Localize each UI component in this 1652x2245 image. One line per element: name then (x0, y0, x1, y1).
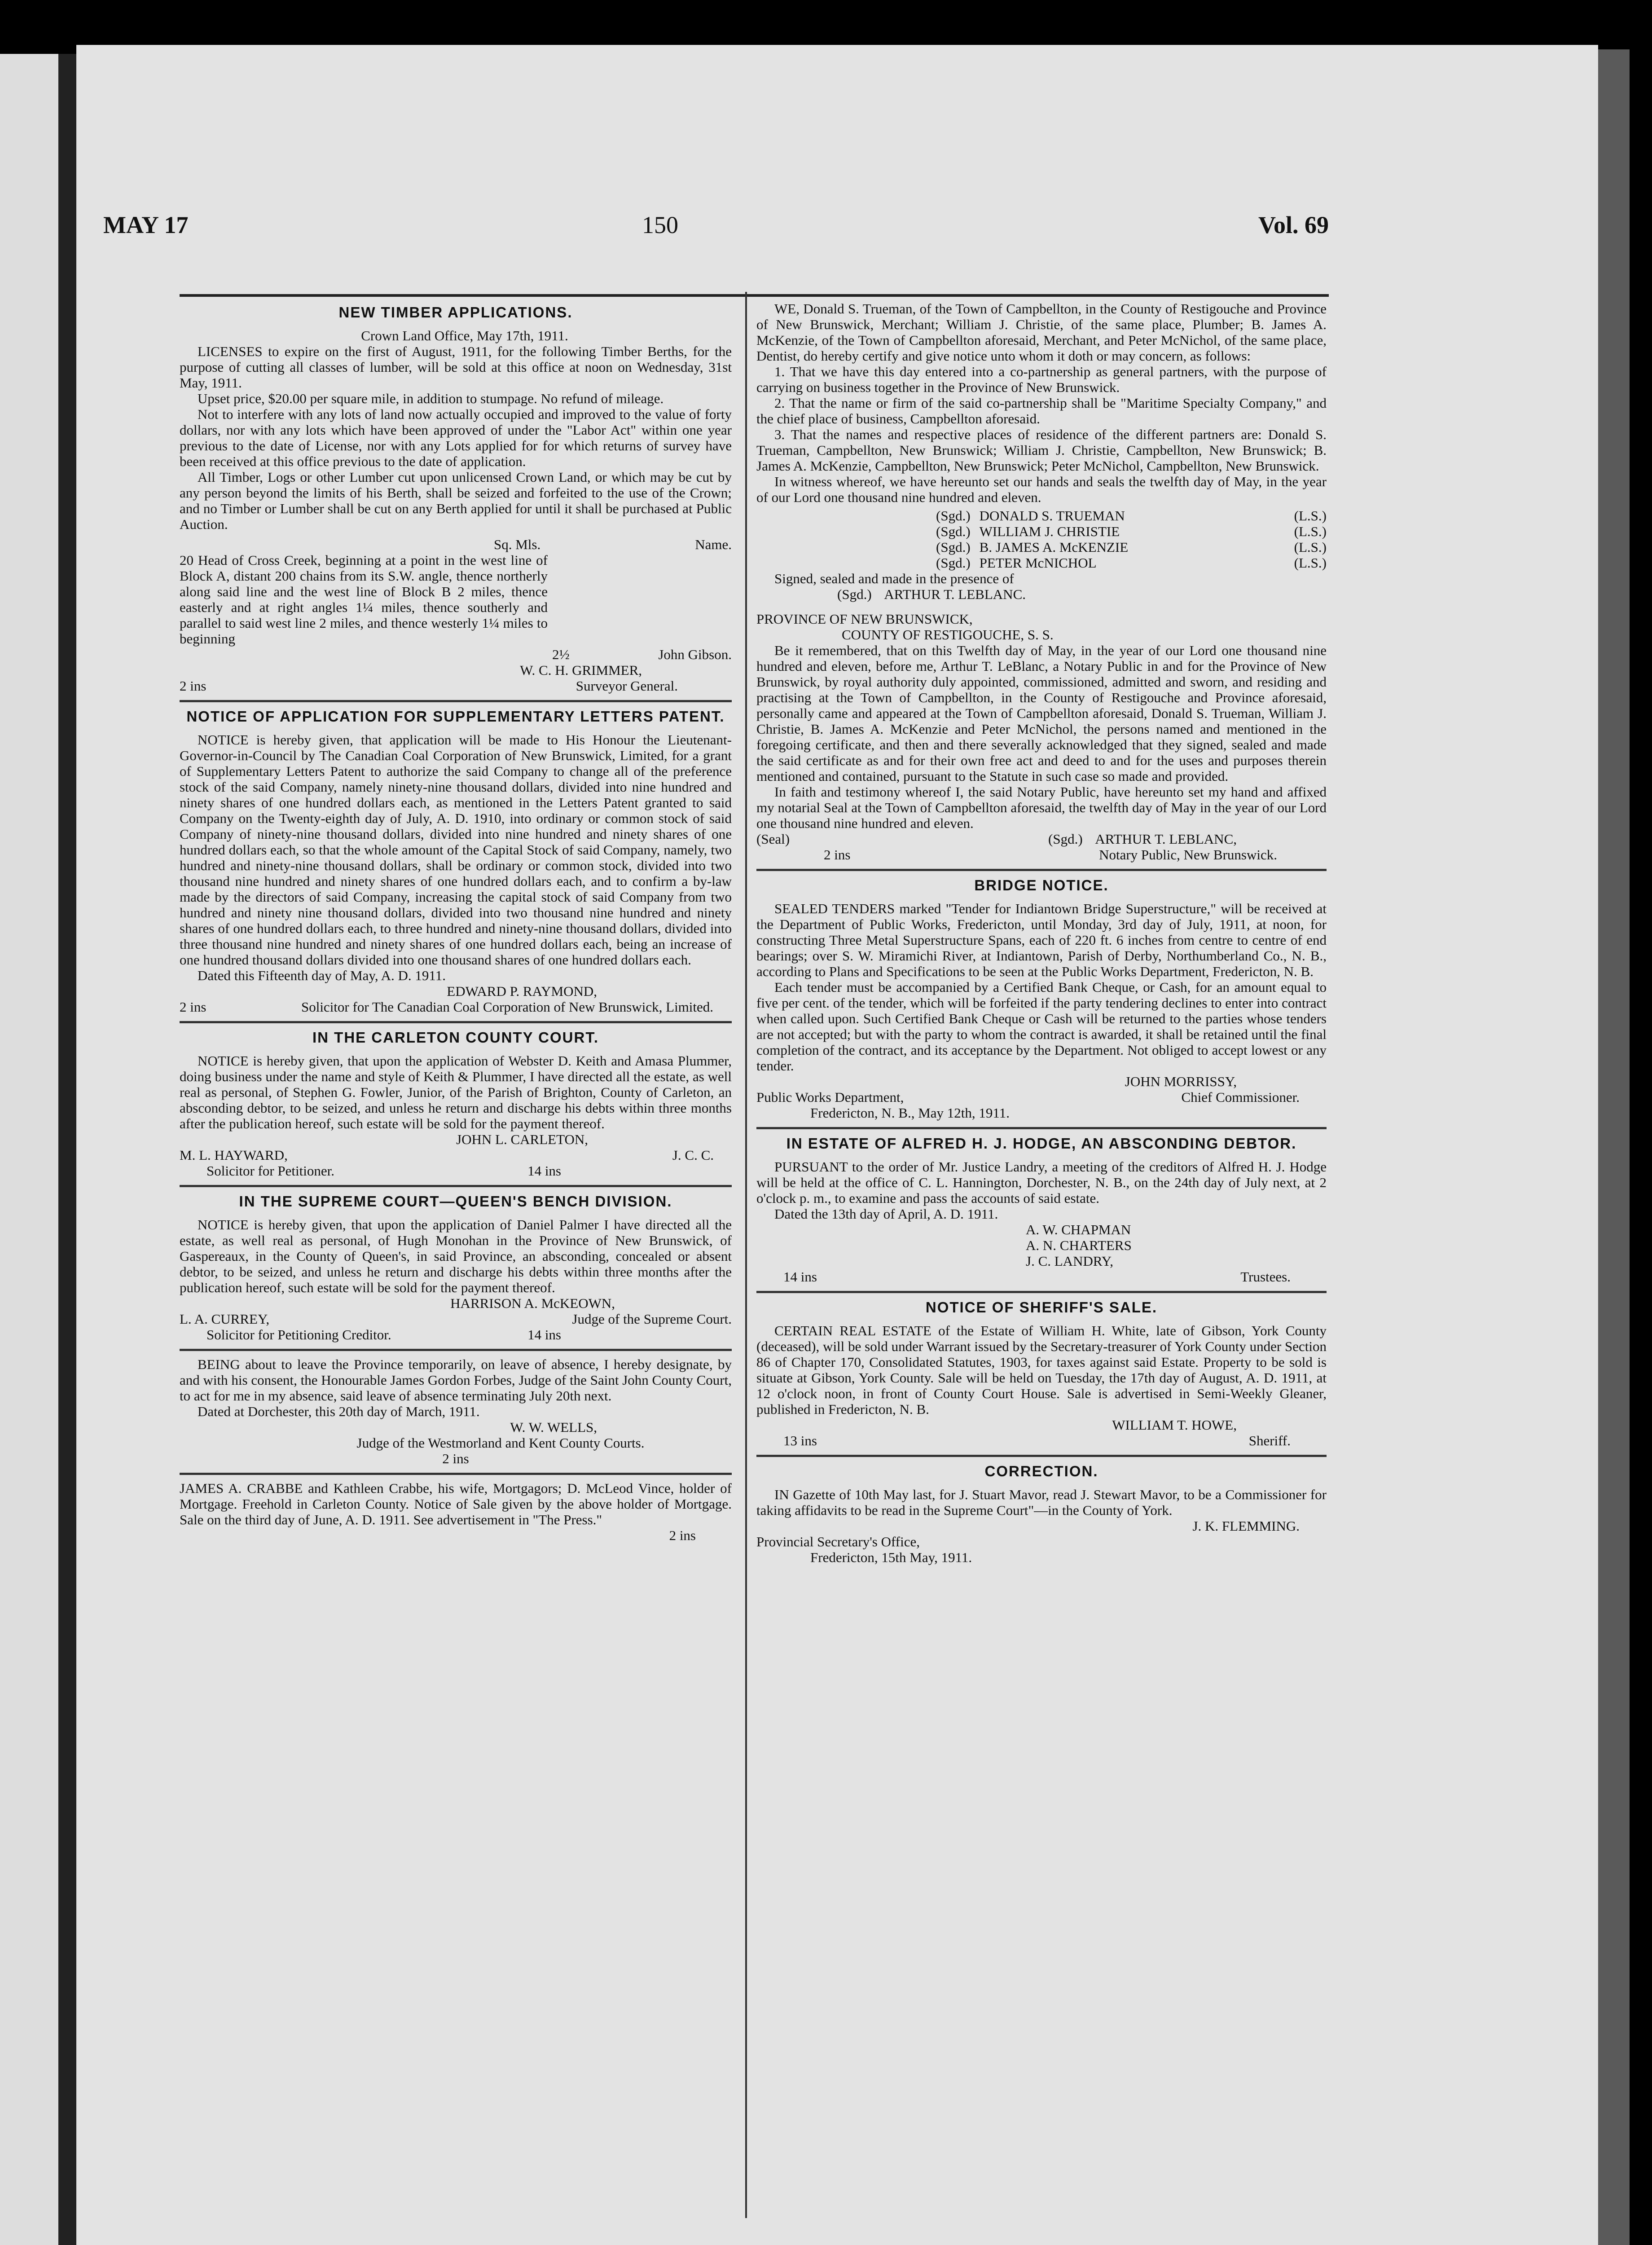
hodge-dated: Dated the 13th day of April, A. D. 1911. (774, 1206, 998, 1222)
right-column (756, 301, 1327, 1565)
supreme-judge-title: Judge of the Supreme Court. (572, 1311, 732, 1327)
sgd-label: (Sgd.) (936, 508, 971, 524)
leave-body: BEING about to leave the Province temporarily, on leave of absence, I hereby designate, by and with his consent, the Honourable James Gordon Forbes, Judge of the Saint John County Court, to act for me in my absence, said leave of absence terminating July 20th next. (180, 1356, 732, 1404)
bridge-signer: JOHN MORRISSY, (1125, 1074, 1237, 1089)
header-volume: Vol. 69 (1258, 211, 1329, 238)
leave-dated: Dated at Dorchester, this 20th day of March, 1911. (198, 1404, 480, 1419)
timber-p4: All Timber, Logs or other Lumber cut upon unlicensed Crown Land, or which may be cut by any person beyond the limits of his Berth, shall be seized and forfeited to the use of the Crown; and no Timber or Lumber shall be cut on any Berth applied for until it shall be purchased at Public Auction. (180, 469, 732, 532)
supreme-solicitor: L. A. CURREY, (180, 1311, 270, 1327)
partnership-signature-row (936, 555, 1327, 571)
correction-title: CORRECTION. (984, 1463, 1098, 1479)
hodge-trustee: A. N. CHARTERS (1026, 1237, 1132, 1253)
partnership-signer: DONALD S. TRUEMAN (979, 508, 1125, 524)
partnership-witness: In witness whereof, we have hereunto set our hands and seals the twelfth day of May, in the year of our Lord one thousand nine hundred and eleven. (756, 474, 1327, 505)
sheriff-signer-title: Sheriff. (1248, 1433, 1291, 1448)
leave-signer: W. W. WELLS, (510, 1419, 597, 1435)
correction-body: IN Gazette of 10th May last, for J. Stuart Mavor, read J. Stewart Mavor, to be a Commissioner for taking affidavits to be read in the Supreme Court"—in the County of York. (756, 1487, 1327, 1518)
timber-signer: W. C. H. GRIMMER, (520, 662, 642, 678)
sheriff-signer: WILLIAM T. HOWE, (1112, 1417, 1237, 1433)
carleton-title: IN THE CARLETON COUNTY COURT. (312, 1029, 599, 1046)
timber-entry: 20 Head of Cross Creek, beginning at a point in the west line of Block A, distant 200 chains from its S.W. angle, thence northerly along said line and the west line of Block B 2 miles, thence easterly and at right angles 1¼ miles, thence southerly and parallel to said west line 2 miles, and thence westerly 1¼ miles to beginning (180, 552, 548, 647)
partnership-notary-title-row (756, 847, 1327, 863)
column-divider (745, 292, 747, 2218)
bridge-dept-row (756, 1089, 1327, 1105)
correction-signer: J. K. FLEMMING. (1192, 1518, 1300, 1534)
carleton-solicitor-row (180, 1147, 732, 1163)
hodge-trustee: A. W. CHAPMAN (1026, 1222, 1131, 1237)
hodge-trustees (756, 1222, 1327, 1269)
carleton-judge-title: J. C. C. (672, 1147, 714, 1163)
supp-signer-title: Solicitor for The Canadian Coal Corporation of New Brunswick, Limited. (301, 999, 714, 1015)
separator (180, 1349, 732, 1351)
partnership-notary: ARTHUR T. LEBLANC, (1095, 831, 1237, 847)
partnership-signature-row (936, 539, 1327, 555)
timber-ins: 2 ins (180, 678, 206, 694)
separator (180, 1473, 732, 1475)
page-header (103, 211, 1329, 251)
hodge-trustees-title: Trustees. (1240, 1269, 1291, 1285)
supreme-solicitor-title-row (180, 1327, 732, 1343)
timber-p3: Not to interfere with any lots of land now actually occupied and improved to the value of forty dollars, nor with any lots which have been approved of under the "Labor Act" within one year previous to the date of License, nor with any Lots applied for for which returns of survey have been received at this office previous to the date of application. (180, 406, 732, 469)
partnership-seal: (Seal) (756, 831, 790, 847)
separator (756, 869, 1327, 871)
sheriff-title: NOTICE OF SHERIFF'S SALE. (925, 1299, 1158, 1316)
ls-label: (L.S.) (1294, 555, 1327, 571)
carleton-solicitor-title-row (180, 1163, 732, 1179)
leave-ins: 2 ins (442, 1451, 469, 1466)
supreme-body: NOTICE is hereby given, that upon the application of Daniel Palmer I have directed all the estate, as well real as personal, of Hugh Monohan in the Province of New Brunswick, of Gaspereaux, in the County of Queen's, in said Province, an absconding, concealed or absent debtor, to be seized, and unless he return and discharge his debts within three months after the publication hereof, such estate will be sold for the payment thereof. (180, 1217, 732, 1295)
timber-office: Crown Land Office, May 17th, 1911. (361, 328, 568, 343)
timber-p2: Upset price, $20.00 per square mile, in addition to stumpage. No refund of mileage. (198, 391, 664, 406)
supp-title: NOTICE OF APPLICATION FOR SUPPLEMENTARY LETTERS PATENT. (186, 708, 725, 725)
bridge-place: Fredericton, N. B., May 12th, 1911. (810, 1105, 1010, 1121)
partnership-county: COUNTY OF RESTIGOUCHE, S. S. (842, 627, 1054, 643)
header-date: MAY 17 (103, 211, 189, 238)
left-page-edge (0, 54, 58, 2245)
sheriff-title-row (756, 1433, 1327, 1448)
partnership-signatures (756, 508, 1327, 571)
bridge-signer-title: Chief Commissioner. (1181, 1089, 1300, 1105)
timber-col-sq: Sq. Mls. (494, 537, 541, 552)
carleton-solicitor: M. L. HAYWARD, (180, 1147, 288, 1163)
supp-signer: EDWARD P. RAYMOND, (447, 983, 597, 999)
carleton-solicitor-title: Solicitor for Petitioner. (206, 1163, 334, 1179)
crabbe-ins: 2 ins (669, 1527, 696, 1543)
partnership-signed: Signed, sealed and made in the presence of (774, 571, 1014, 586)
bridge-title: BRIDGE NOTICE. (974, 877, 1109, 894)
book-gutter (58, 54, 76, 2245)
timber-signer-row (180, 678, 732, 694)
header-page-number: 150 (642, 211, 678, 238)
supreme-solicitor-title: Solicitor for Petitioning Creditor. (206, 1327, 391, 1343)
timber-entry-row (180, 647, 732, 662)
partnership-signature-row (936, 508, 1327, 524)
timber-title: NEW TIMBER APPLICATIONS. (338, 304, 573, 321)
bridge-dept: Public Works Department, (756, 1089, 904, 1105)
hodge-trustee: J. C. LANDRY, (1026, 1253, 1113, 1269)
sgd-label: (Sgd.) (936, 539, 971, 555)
partnership-notary-row (756, 831, 1327, 847)
bridge-p2: Each tender must be accompanied by a Certified Bank Cheque, or Cash, for an amount equal to five per cent. of the tender, which will be forfeited if the party tendering declines to enter into contract when called upon. Such Certified Bank Cheque or Cash will be returned to the parties whose tenders are not accepted; but with the party to whom the contract is awarded, it shall be retained until the final completion of the contract, and its acceptance by the Department. Not obliged to accept lowest or any tender. (756, 979, 1327, 1074)
separator (180, 1185, 732, 1187)
correction-place: Fredericton, 15th May, 1911. (810, 1549, 972, 1565)
supp-dated: Dated this Fifteenth day of May, A. D. 1911. (198, 968, 446, 983)
carleton-judge: JOHN L. CARLETON, (456, 1131, 588, 1147)
separator (756, 1455, 1327, 1457)
ls-label: (L.S.) (1294, 524, 1327, 539)
sgd-label: (Sgd.) (936, 524, 971, 539)
separator (756, 1127, 1327, 1129)
partnership-province: PROVINCE OF NEW BRUNSWICK, (756, 611, 973, 627)
left-column (180, 301, 732, 1543)
supp-body: NOTICE is hereby given, that application will be made to His Honour the Lieutenant-Governor-in-Council by The Canadian Coal Corporation of New Brunswick, Limited, for a grant of Supplementary Letters Patent to authorize the said Company to change all of the preference stock of the said Company, namely ninety-nine thousand dollars, divided into nine hundred and ninety shares of one hundred dollars each, as mentioned in the Letters Patent granted to said Company on the Twenty-eighth day of July, A. D. 1910, into ordinary or common stock of said Company of ninety-nine thousand dollars, divided into nine hundred and ninety shares of one hundred dollars each, so that the whole amount of the Capital Stock of said Company, namely, two hundred and ninety-nine thousand dollars, shall be ordinary or common stock, divided into two thousand nine hundred and ninety shares of one hundred dollars each, and to confirm a by-law made by the directors of said Company, increasing the capital stock of said Company from two hundred and ninety nine thousand dollars, divided into two thousand nine hundred and ninety shares of one hundred dollars each, to three hundred and ninety-nine thousand dollars, divided into three thousand nine hundred and ninety shares of one hundred dollars each, being an increase of one hundred thousand dollars divided into one thousand shares of one hundred dollars each. (180, 732, 732, 968)
partnership-faith: In faith and testimony whereof I, the said Notary Public, have hereunto set my hand and affixed my notarial Seal at the Town of Campbellton aforesaid, the twelfth day of May in the year of our Lord one thousand nine hundred and eleven. (756, 784, 1327, 831)
sheriff-ins: 13 ins (783, 1433, 817, 1448)
sgd-label: (Sgd.) (837, 586, 872, 602)
partnership-witness-row (756, 586, 1327, 602)
partnership-body: WE, Donald S. Trueman, of the Town of Campbellton, in the County of Restigouche and Province of New Brunswick, Merchant; William J. Christie, of the same place, Plumber; B. James A. McKenzie, of the Town of Campbellton aforesaid, Merchant, and Peter McNichol, of the same place, Dentist, do hereby certify and give notice unto whom it doth or may concern, as follows: (756, 301, 1327, 364)
ls-label: (L.S.) (1294, 539, 1327, 555)
partnership-notary-title: Notary Public, New Brunswick. (1099, 847, 1277, 863)
sgd-label: (Sgd.) (1048, 831, 1083, 847)
partnership-ins: 2 ins (824, 847, 851, 863)
crabbe-body: JAMES A. CRABBE and Kathleen Crabbe, his wife, Mortgagors; D. McLeod Vince, holder of Mortgage. Freehold in Carleton County. Notice of Sale given by the above holder of Mortgage. Sale on the third day of June, A. D. 1911. See advertisement in "The Press." (180, 1480, 732, 1527)
correction-office: Provincial Secretary's Office, (756, 1534, 920, 1549)
timber-col-name: Name. (695, 537, 732, 552)
partnership-item2: 2. That the name or firm of the said co-partnership shall be "Maritime Specialty Company," and the chief place of business, Campbellton aforesaid. (756, 395, 1327, 427)
carleton-body: NOTICE is hereby given, that upon the application of Webster D. Keith and Amasa Plummer, doing business under the name and style of Keith & Plummer, I have directed all the estate, as well real as personal, of Stephen G. Fowler, Junior, of the Parish of Brighton, County of Carleton, an absconding debtor, to be seized, and unless he return and discharge his debts within three months after the publication hereof, such estate will be sold for the payment thereof. (180, 1053, 732, 1131)
supreme-ins: 14 ins (527, 1327, 561, 1343)
timber-entry-sq: 2½ (552, 647, 570, 662)
partnership-signer: B. JAMES A. McKENZIE (979, 539, 1129, 555)
hodge-title: IN ESTATE OF ALFRED H. J. HODGE, AN ABSCONDING DEBTOR. (786, 1135, 1297, 1152)
timber-signer-title: Surveyor General. (576, 678, 678, 694)
sheriff-body: CERTAIN REAL ESTATE of the Estate of William H. White, late of Gibson, York County (deceased), will be sold under Warrant issued by the Secretary-treasurer of York County under Section 86 of Chapter 170, Consolidated Statutes, 1903, for taxes against said Estate. Property to be sold is situate at Gibson, York County. Sale will be held on Tuesday, the 17th day of August, A. D. 1911, at 12 o'clock noon, in front of County Court House. Sale is advertised in Semi-Weekly Gleaner, published in Fredericton, N. B. (756, 1323, 1327, 1417)
partnership-remember: Be it remembered, that on this Twelfth day of May, in the year of our Lord one thousand nine hundred and eleven, before me, Arthur T. LeBlanc, a Notary Public in and for the Province of New Brunswick, by royal authority duly appointed, commissioned, admitted and sworn, and residing and practising at the Town of Campbellton, in the County of Restigouche and Province aforesaid, personally came and appeared at the Town of Campbellton aforesaid, Donald S. Trueman, William J. Christie, B. James A. McKenzie and Peter McNichol, the persons named and mentioned in the foregoing certificate, and then and there severally acknowledged that they signed, sealed and made the said certificate as and for their own free act and deed to and for the uses and purposes therein mentioned and contained, pursuant to the Statute in such case so made and provided. (756, 643, 1327, 784)
partnership-signer: WILLIAM J. CHRISTIE (979, 524, 1120, 539)
partnership-item3: 3. That the names and respective places of residence of the different partners are: Donald S. Trueman, Campbellton, New Brunswick; William J. Christie, Campbellton, New Brunswick; B. James A. McKenzie, Campbellton, New Brunswick; Peter McNichol, Campbellton, New Brunswick. (756, 427, 1327, 474)
separator (756, 1291, 1327, 1293)
supreme-judge: HARRISON A. McKEOWN, (450, 1295, 615, 1311)
partnership-item1: 1. That we have this day entered into a co-partnership as general partners, with the purpose of carrying on business together in the Province of New Brunswick. (756, 364, 1327, 395)
hodge-body: PURSUANT to the order of Mr. Justice Landry, a meeting of the creditors of Alfred H. J. Hodge will be held at the office of C. L. Hannington, Dorchester, N. B., on the 24th day of July next, at 2 o'clock p. m., to examine and pass the accounts of said estate. (756, 1159, 1327, 1206)
partnership-signer: PETER McNICHOL (979, 555, 1097, 571)
separator (180, 700, 732, 702)
supp-signer-row (180, 999, 732, 1015)
sgd-label: (Sgd.) (936, 555, 971, 571)
page-stack-edge (1598, 49, 1630, 2245)
hodge-ins: 14 ins (783, 1269, 817, 1285)
timber-entry-name: John Gibson. (658, 647, 732, 662)
leave-signer-title: Judge of the Westmorland and Kent County Courts. (356, 1435, 645, 1451)
partnership-witness-name: ARTHUR T. LEBLANC. (884, 586, 1026, 602)
timber-p1: LICENSES to expire on the first of August, 1911, for the following Timber Berths, for the purpose of cutting all classes of lumber, will be sold at this office at noon on Wednesday, 31st May, 1911. (180, 343, 732, 391)
carleton-ins: 14 ins (527, 1163, 561, 1179)
ls-label: (L.S.) (1294, 508, 1327, 524)
supreme-solicitor-row (180, 1311, 732, 1327)
supreme-title: IN THE SUPREME COURT—QUEEN'S BENCH DIVISION. (239, 1193, 672, 1210)
hodge-trustees-title-row (756, 1269, 1327, 1285)
timber-columns (180, 537, 732, 552)
bridge-body: SEALED TENDERS marked "Tender for Indiantown Bridge Superstructure," will be received at the Department of Public Works, Fredericton, until Monday, 3rd day of July, 1911, at noon, for constructing Three Metal Superstructure Spans, each of 220 ft. 6 inches from centre to centre of end bearings; over S. W. Miramichi River, at Indiantown, Parish of Derby, Northumberland Co., N. B., according to Plans and Specifications to be seen at the Public Works Department, Fredericton, N. B. (756, 901, 1327, 979)
header-rule (180, 294, 1329, 297)
partnership-signature-row (936, 524, 1327, 539)
supp-ins: 2 ins (180, 999, 206, 1015)
separator (180, 1021, 732, 1023)
